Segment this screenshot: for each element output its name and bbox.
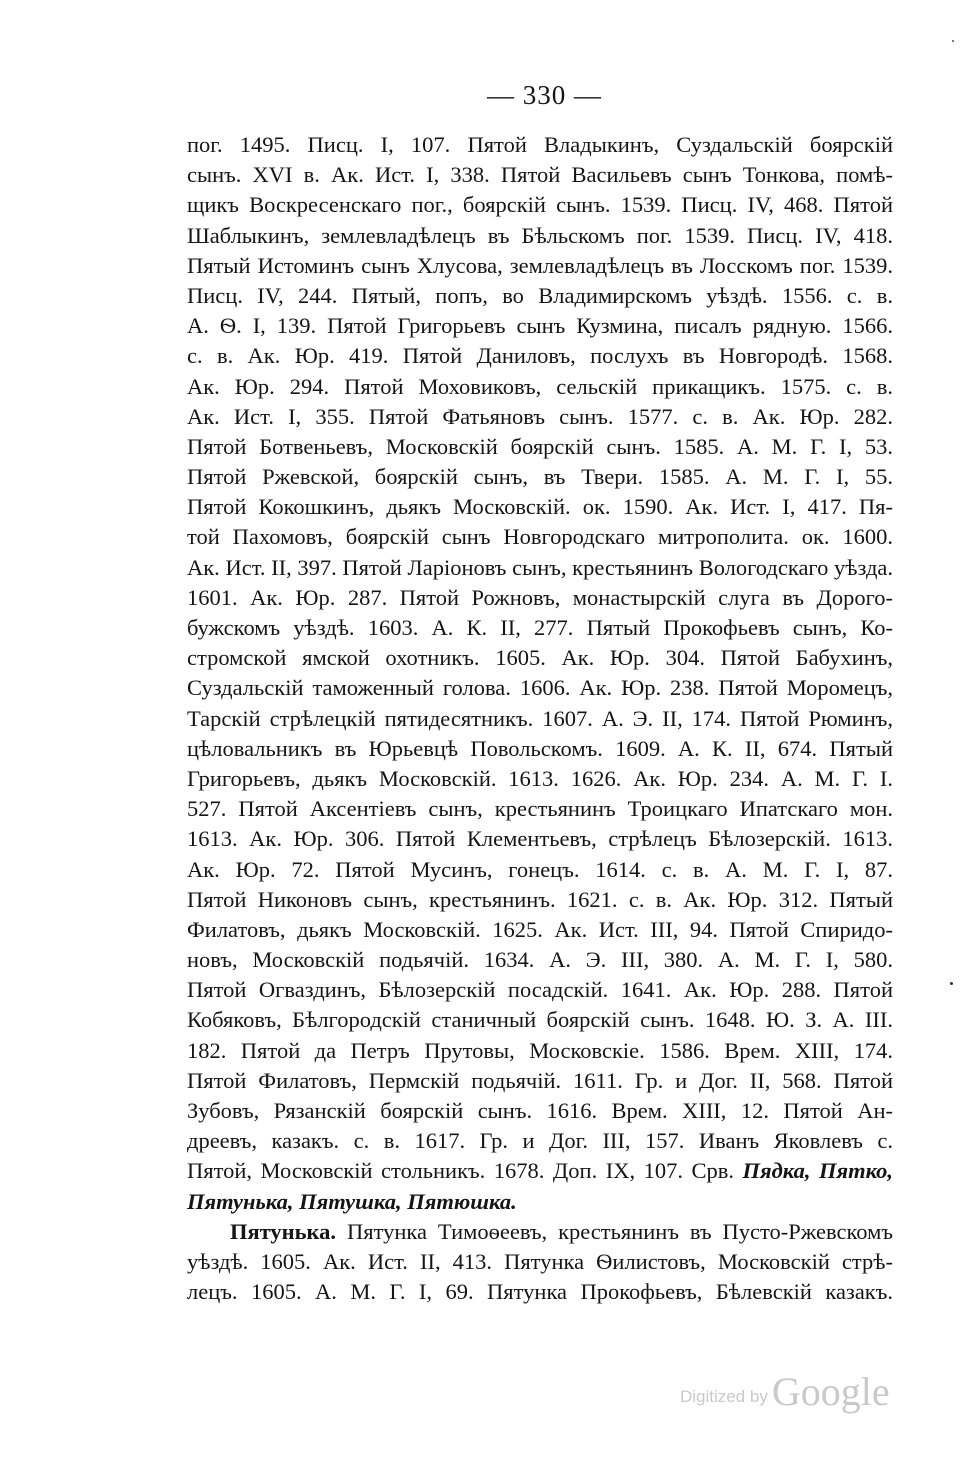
text-line: Ак. Юр. 72. Пятой Мусинъ, гонецъ. 1614. с. в. А. М. Г. I, 87. [187,856,893,882]
text-line: Зубовъ, Рязанскій боярскій сынъ. 1616. Врем. XIII, 12. Пятой Ан- [187,1098,893,1123]
text-line: 1601. Ак. Юр. 287. Пятой Рожновъ, монастырскій слуга въ Дорого- [187,584,893,610]
text-line: Кобяковъ, Бѣлгородскій станичный боярскій сынъ. 1648. Ю. З. А. III. [187,1007,893,1033]
see-also-reference: Пядка, Пятко, [742,1158,893,1184]
text-line: Пятой Филатовъ, Пермскій подьячій. 1611. Гр. и Дог. II, 568. Пятой [187,1067,893,1093]
text-line: пог. 1495. Писц. I, 107. Пятой Владыкинъ, Суздальскій боярскій [187,132,893,157]
text-line: 1613. Ак. Юр. 306. Пятой Клементьевъ, стрѣлецъ Бѣлозерскій. 1613. [187,826,893,852]
text-line: дреевъ, казакъ. с. в. 1617. Гр. и Дог. III, 157. Иванъ Яковлевъ с. [187,1128,893,1154]
scan-speck [950,982,953,985]
text-line: Пятой Никоновъ сынъ, крестьянинъ. 1621. с. в. Ак. Юр. 312. Пятый [187,886,893,912]
text-line: Григорьевъ, дьякъ Московскій. 1613. 1626. Ак. Юр. 234. А. М. Г. I. [187,765,893,791]
entry-text: Пятунка Тимоѳеевъ, крестьянинъ въ Пусто-Ржевскомъ [346,1218,893,1244]
text-line: Пятой Ржевской, боярскій сынъ, въ Твери. 1585. А. М. Г. I, 55. [187,464,893,490]
text-line: новъ, Московскій подьячій. 1634. А. Э. III, 380. А. М. Г. I, 580. [187,947,893,973]
text-line: той Пахомовъ, боярскій сынъ Новгородскаго митрополита. ок. 1600. [187,524,893,550]
see-also-reference: Пятунька, Пятушка, Пятюшка. [187,1188,517,1214]
text-line: бужскомъ уѣздѣ. 1603. А. К. II, 277. Пятый Прокофьевъ сынъ, Ко- [187,615,893,640]
text-line: 527. Пятой Аксентіевъ сынъ, крестьянинъ Троицкаго Ипатскаго мон. [187,796,893,822]
text-line: сынъ. XVI в. Ак. Ист. I, 338. Пятой Васильевъ сынъ Тонкова, помѣ- [187,162,893,188]
text-line: Филатовъ, дьякъ Московскій. 1625. Ак. Ист. III, 94. Пятой Спиридо- [187,916,893,942]
text-line-main: Пятой, Московскій стольникъ. 1678. Доп. IX, 107. Срв. [187,1158,734,1184]
text-line: Тарскій стрѣлецкій пятидесятникъ. 1607. А. Э. II, 174. Пятой Рюминъ, [187,705,893,731]
entry-headword: Пятунька. [230,1218,337,1244]
text-line: лецъ. 1605. А. М. Г. I, 69. Пятунка Прокофьевъ, Бѣлевскій казакъ. [187,1279,893,1305]
text-line: А. Ѳ. I, 139. Пятой Григорьевъ сынъ Кузмина, писалъ рядную. 1566. [187,313,893,339]
body-text [187,130,893,1307]
text-line [187,1156,893,1186]
text-line: Шаблыкинъ, землевладѣлецъ въ Бѣльскомъ пог. 1539. Писц. IV, 418. [187,222,893,248]
text-line: Пятый Истоминъ сынъ Хлусова, землевладѣлецъ въ Лосскомъ пог. 1539. [187,252,893,278]
text-line: уѣздѣ. 1605. Ак. Ист. II, 413. Пятунка Ѳилистовъ, Московскій стрѣ- [187,1248,893,1274]
google-logo: Google [771,1369,890,1414]
text-line: щикъ Воскресенскаго пог., боярскій сынъ. 1539. Писц. IV, 468. Пятой [187,192,893,218]
text-line: Суздальскій таможенный голова. 1606. Ак. Юр. 238. Пятой Моромецъ, [187,675,893,701]
text-line: Ак. Ист. I, 355. Пятой Фатьяновъ сынъ. 1577. с. в. Ак. Юр. 282. [187,403,893,429]
text-line: стромской ямской охотникъ. 1605. Ак. Юр. 304. Пятой Бабухинъ, [187,645,893,671]
page-number: — 330 — [487,80,602,110]
text-line: Пятой Ботвеньевъ, Московскій боярскій сынъ. 1585. А. М. Г. I, 53. [187,433,893,459]
scan-speck [952,40,954,42]
text-line: Ак. Ист. II, 397. Пятой Ларіоновъ сынъ, крестьянинъ Вологодскаго уѣзда. [187,554,893,580]
entry-first-line [187,1217,893,1247]
text-line: 182. Пятой да Петръ Прутовы, Московскіе. 1586. Врем. XIII, 174. [187,1037,893,1063]
text-line: с. в. Ак. Юр. 419. Пятой Даниловъ, послухъ въ Новгородѣ. 1568. [187,343,893,369]
text-line: Пятой Огваздинъ, Бѣлозерскій посадскій. 1641. Ак. Юр. 288. Пятой [187,977,893,1003]
text-line: Писц. IV, 244. Пятый, попъ, во Владимирскомъ уѣздѣ. 1556. с. в. [187,282,893,308]
text-line [187,1187,893,1217]
digitized-watermark [680,1368,890,1418]
watermark-prefix: Digitized by [680,1387,768,1406]
text-line: Пятой Кокошкинъ, дьякъ Московскій. ок. 1590. Ак. Ист. I, 417. Пя- [187,494,893,520]
text-line: Ак. Юр. 294. Пятой Моховиковъ, сельскій прикащикъ. 1575. с. в. [187,373,893,399]
text-line: цѣловальникъ въ Юрьевцѣ Повольскомъ. 1609. А. К. II, 674. Пятый [187,735,893,761]
